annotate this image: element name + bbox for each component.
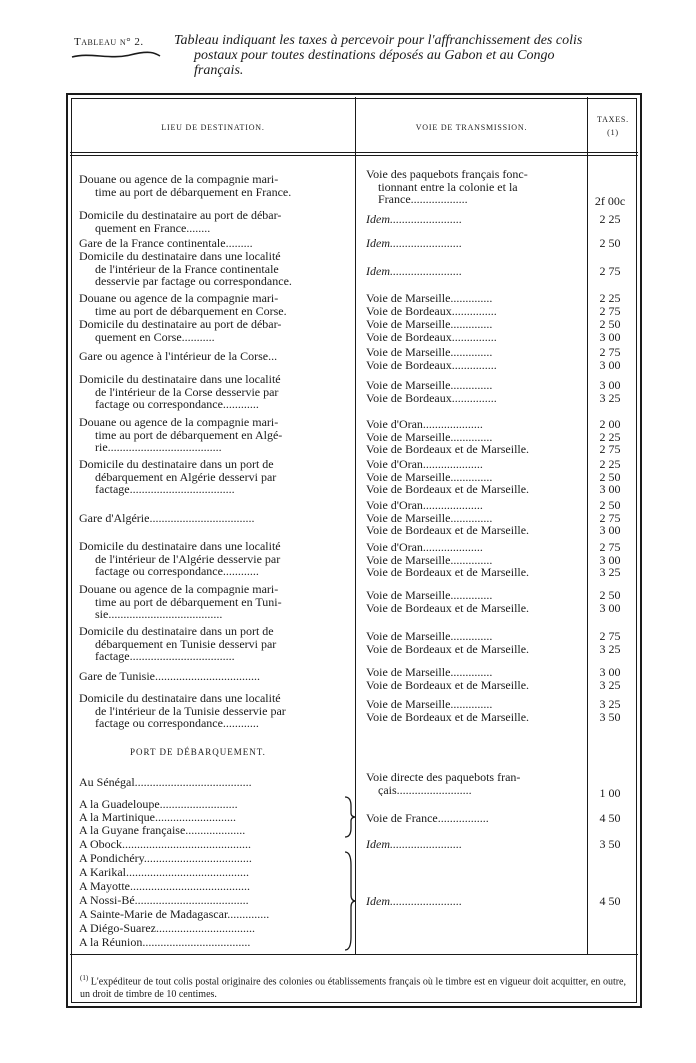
destination-cell: A la Martinique........................... — [79, 811, 236, 824]
transmission-cell: Voie d'Oran.................... Voie de Marseille.............. Voie de Bordeaux et de Marseille. — [366, 458, 530, 496]
destination-cell: Gare de la France continentale......... — [79, 236, 253, 250]
destination-cell: Au Sénégal....................................... — [79, 776, 252, 789]
transmission-cell: Idem........................ — [366, 213, 462, 226]
transmission-cell: Voie de Marseille.............. Voie de Bordeaux............... — [366, 318, 497, 344]
transmission-cell: Voie directe des paquebots fran- çais......................... — [366, 771, 521, 797]
tax-cell: 2 50 3 00 — [599, 588, 621, 615]
tax-cell: 2 50 — [599, 236, 621, 250]
destination-cell: Domicile du destinataire dans une localité de l'intérieur de l'Algérie desservie par factage ou correspondance............ — [79, 539, 281, 579]
transmission-cell: Voie de Marseille.............. Voie de Bordeaux et de Marseille. — [366, 589, 530, 615]
title-line: postaux pour toutes destinations déposés au Gabon et au Congo — [194, 48, 555, 63]
tax-cell: 2 75 3 00 — [599, 345, 621, 372]
destination-cell: Domicile du destinataire dans un port de débarquement en Algérie desservi par factage................................... — [79, 457, 277, 497]
brace-icon — [343, 851, 359, 951]
tax-cell: 3 50 — [599, 837, 621, 851]
transmission-cell: Voie d'Oran.................... Voie de Marseille.............. Voie de Bordeaux et de Marseille. — [366, 418, 530, 456]
tax-cell: 2 25 2 75 — [599, 291, 621, 318]
footnote-rule — [70, 954, 638, 955]
footnote — [80, 972, 626, 1001]
transmission-cell: Voie de Marseille.............. Voie de Bordeaux............... — [366, 346, 497, 372]
tax-cell: 3 00 3 25 — [599, 378, 621, 405]
transmission-cell: Voie des paquebots français fonc- tionnant entre la colonie et la France................... — [366, 168, 528, 206]
table-title — [174, 33, 674, 78]
destination-cell: A Nossi-Bé...................................... — [79, 894, 249, 907]
header-rule — [70, 152, 638, 153]
col-header-taxes-note: (1) — [607, 128, 619, 137]
title-line: français. — [194, 63, 244, 78]
destination-cell: Domicile du destinataire dans une localité de l'intérieur de la France continentale desservie par factage ou correspondance. — [79, 249, 292, 289]
destination-cell: A Karikal......................................... — [79, 866, 249, 879]
transmission-cell: Voie d'Oran.................... Voie de Marseille.............. Voie de Bordeaux et de Marseille. — [366, 499, 530, 537]
destination-cell: A Diégo-Suarez................................. — [79, 922, 255, 935]
destination-cell: A la Guyane française.................... — [79, 824, 246, 837]
destination-cell: A la Guadeloupe.......................... — [79, 798, 238, 811]
port-section-heading: PORT DE DÉBARQUEMENT. — [130, 747, 266, 757]
tax-cell: 3 00 3 25 — [599, 665, 621, 692]
tax-cell: 2 75 3 00 3 25 — [599, 540, 621, 580]
transmission-cell: Idem........................ — [366, 265, 462, 278]
table-label: Tableau n° 2. — [74, 36, 144, 48]
destination-cell: Domicile du destinataire au port de débar- quement en Corse........... — [79, 317, 282, 344]
transmission-cell: Voie d'Oran.................... Voie de Marseille.............. Voie de Bordeaux et de Marseille. — [366, 541, 530, 579]
transmission-cell: Idem........................ — [366, 237, 462, 250]
destination-cell: Domicile du destinataire au port de débar- quement en France........ — [79, 208, 282, 235]
destination-cell: Gare d'Algérie................................... — [79, 511, 255, 525]
tax-cell: 2 50 3 00 — [599, 317, 621, 344]
destination-cell: A Obock........................................... — [79, 838, 251, 851]
destination-cell: A Sainte-Marie de Madagascar.............. — [79, 908, 270, 921]
tax-cell: 3 25 3 50 — [599, 697, 621, 724]
transmission-cell: Voie de Marseille.............. Voie de Bordeaux et de Marseille. — [366, 630, 530, 656]
destination-cell: Douane ou agence de la compagnie mari- time au port de débarquement en Corse. — [79, 291, 287, 318]
tax-cell: 4 50 — [599, 811, 621, 825]
destination-cell: Gare ou agence à l'intérieur de la Corse... — [79, 349, 278, 363]
tax-cell: 2 25 2 50 3 00 — [599, 457, 621, 497]
tax-cell: 2f 00c — [594, 194, 626, 208]
destination-cell: Domicile du destinataire dans un port de débarquement en Tunisie desservi par factage................................... — [79, 624, 277, 664]
transmission-cell: Voie de Marseille.............. Voie de Bordeaux............... — [366, 292, 497, 318]
transmission-cell: Voie de France................. — [366, 812, 489, 825]
col-header-transmission: VOIE DE TRANSMISSION. — [415, 123, 528, 132]
transmission-cell: Voie de Marseille.............. Voie de Bordeaux et de Marseille. — [366, 666, 530, 692]
tax-cell: 2 75 — [599, 264, 621, 278]
destination-cell: Domicile du destinataire dans une localité de l'intérieur de la Tunisie desservie par factage ou correspondance............ — [79, 691, 286, 731]
tax-cell: 2 25 — [599, 212, 621, 226]
brace-icon — [343, 796, 359, 838]
tax-cell: 4 50 — [599, 894, 621, 908]
col-header-taxes: TAXES. — [597, 115, 629, 124]
destination-cell: A Pondichéry.................................... — [79, 852, 252, 865]
ornament-swash-icon — [70, 51, 162, 61]
title-line: Tableau indiquant les taxes à percevoir pour l'affranchissement des colis — [174, 33, 583, 48]
transmission-cell: Voie de Marseille.............. Voie de Bordeaux et de Marseille. — [366, 698, 530, 724]
transmission-cell: Voie de Marseille.............. Voie de Bordeaux............... — [366, 379, 497, 405]
header-rule — [70, 155, 638, 156]
footnote-text: L'expéditeur de tout colis postal originaire des colonies ou établissements français où le timbre est en vigueur doit acquitter, en outre, un droit de timbre de 10 centimes. — [80, 976, 626, 1001]
tax-cell: 2 50 2 75 3 00 — [599, 498, 621, 538]
destination-cell: Douane ou agence de la compagnie mari- time au port de débarquement en Tuni- sie...................................... — [79, 582, 282, 622]
tax-cell: 2 75 3 25 — [599, 629, 621, 656]
transmission-cell: Idem........................ — [366, 895, 462, 908]
col-header-destination: LIEU DE DESTINATION. — [161, 123, 265, 132]
footnote-marker: (1) — [80, 974, 89, 982]
transmission-cell: Idem........................ — [366, 838, 462, 851]
destination-cell: Gare de Tunisie................................... — [79, 669, 260, 683]
tax-cell: 1 00 — [599, 786, 621, 800]
tax-cell: 2 00 2 25 2 75 — [599, 417, 621, 457]
destination-cell: A Mayotte........................................ — [79, 880, 250, 893]
destination-cell: Douane ou agence de la compagnie mari- time au port de débarquement en France. — [79, 172, 292, 199]
destination-cell: A la Réunion.................................... — [79, 936, 251, 949]
destination-cell: Domicile du destinataire dans une localité de l'intérieur de la Corse desservie par factage ou correspondance............ — [79, 372, 281, 412]
destination-cell: Douane ou agence de la compagnie mari- time au port de débarquement en Algé- rie...................................... — [79, 415, 283, 455]
